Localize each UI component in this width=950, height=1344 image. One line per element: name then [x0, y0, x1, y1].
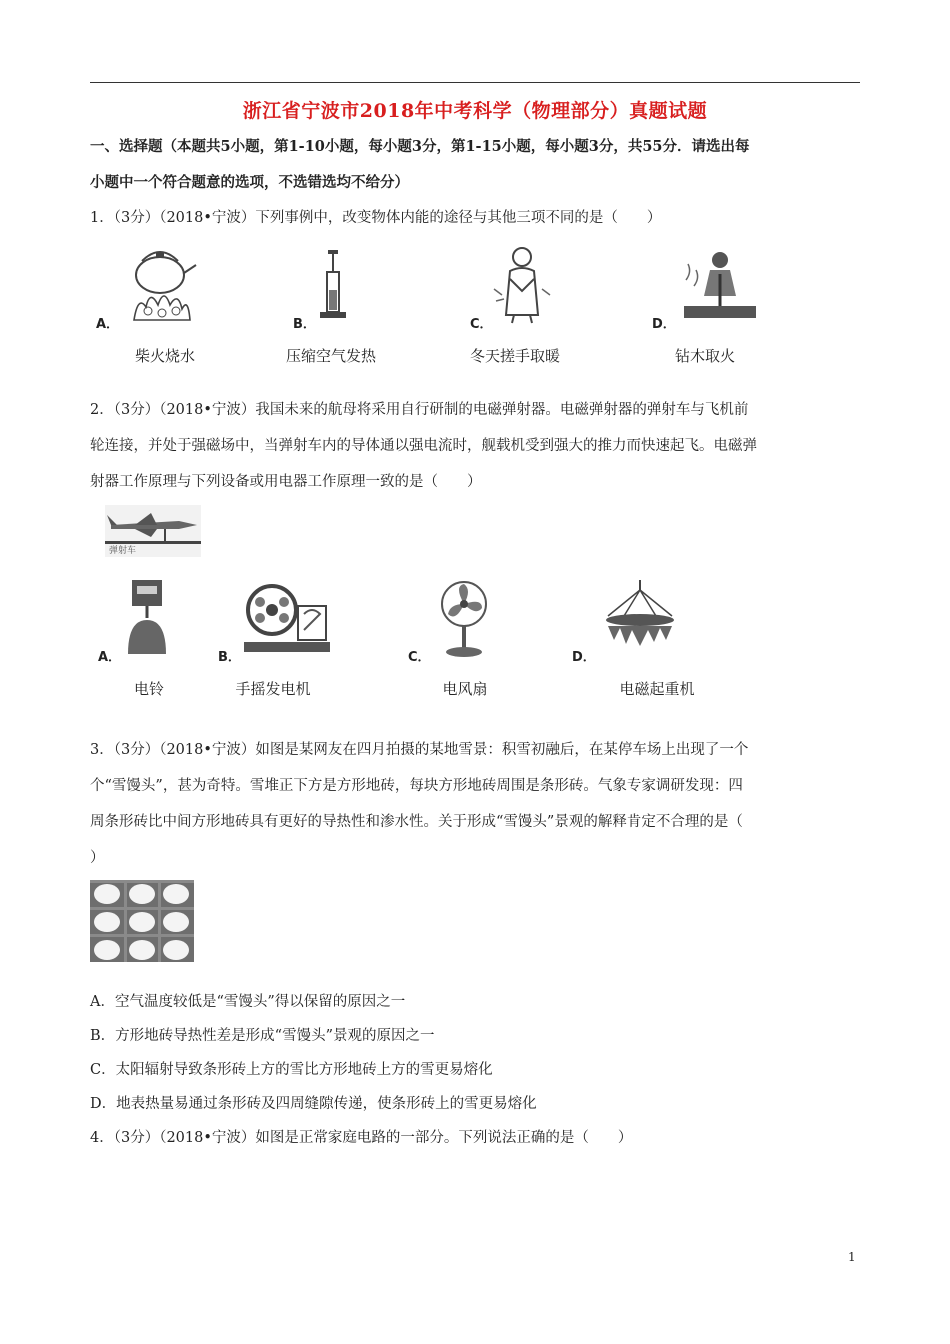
rubbing-hands-image: [492, 245, 552, 325]
q2-option-d-letter: D．: [572, 650, 596, 665]
q1-option-a-caption: 柴火烧水: [134, 347, 195, 365]
electric-bell-image: [122, 580, 172, 660]
q3-line1: 3．（3分）（2018•宁波）如图是某网友在四月拍摄的某地雪景：积雪初融后，在某停车场上出现了一个: [90, 742, 749, 758]
q3-line2: 个“雪馒头”，甚为奇特。雪堆正下方是方形地砖，每块方形地砖周围是条形砖。气象专家调研发现：四: [90, 778, 743, 794]
q1-option-c-letter: C．: [470, 317, 493, 332]
magnetic-crane-image: [600, 580, 680, 660]
hand-generator-image: [240, 580, 332, 660]
q2-option-c-letter: C．: [408, 650, 431, 665]
q2-line1: 2．（3分）（2018•宁波）我国未来的航母将采用自行研制的电磁弹射器。电磁弹射器的弹射车与飞机前: [90, 402, 749, 418]
page-title: 浙江省宁波市2018年中考科学（物理部分）真题试题: [242, 100, 708, 122]
q2-options: [90, 580, 860, 710]
q2-option-b-letter: B．: [218, 650, 241, 665]
q2-option-d-caption: 电磁起重机: [619, 680, 695, 698]
q3-option-a: A．空气温度较低是“雪馒头”得以保留的原因之一: [90, 994, 406, 1010]
q3-option-b: B．方形地砖导热性差是形成“雪馒头”景观的原因之一: [90, 1028, 435, 1044]
catapult-plane-figure: [105, 505, 201, 557]
air-pump-image: [318, 250, 348, 325]
q2-option-a-caption: 电铃: [133, 680, 164, 698]
q1-option-a-letter: A．: [96, 317, 120, 332]
q2-line3: 射器工作原理与下列设备或用电器工作原理一致的是（ ）: [90, 474, 482, 490]
header-rule: [90, 82, 860, 83]
q2-option-b-caption: 手摇发电机: [235, 680, 311, 698]
q1-option-b-caption: 压缩空气发热: [285, 347, 376, 365]
electric-fan-image: [436, 580, 492, 660]
q1-options: [90, 245, 860, 375]
q1-stem: 1．（3分）（2018•宁波）下列事例中，改变物体内能的途径与其他三项不同的是（ ）: [90, 210, 662, 226]
q3-line3: 周条形砖比中间方形地砖具有更好的导热性和渗水性。关于形成“雪馒头”景观的解释肯定不合理的是（: [90, 814, 743, 830]
q3-line4: ）: [90, 850, 105, 866]
q1-option-d-caption: 钻木取火: [674, 347, 735, 365]
section-heading-line2: 小题中一个符合题意的选项，不选错选均不给分）: [90, 174, 409, 191]
catapult-label: 弹射车: [109, 546, 137, 556]
kettle-fire-image: [120, 245, 200, 325]
section-heading-line1: 一、选择题（本题共5小题，第1-10小题，每小题3分，第1-15小题，每小题3分，共55分．请选出每: [90, 138, 750, 155]
q2-line2: 轮连接，并处于强磁场中，当弹射车内的导体通以强电流时，舰载机受到强大的推力而快速起飞。电磁弹: [90, 438, 757, 454]
snow-buns-photo: [90, 880, 194, 962]
drilling-wood-image: [680, 250, 760, 322]
q1-option-d-letter: D．: [652, 317, 676, 332]
q3-option-c: C．太阳辐射导致条形砖上方的雪比方形地砖上方的雪更易熔化: [90, 1062, 493, 1078]
q1-option-c-caption: 冬天搓手取暖: [469, 347, 560, 365]
q4-stem: 4．（3分）（2018•宁波）如图是正常家庭电路的一部分。下列说法正确的是（ ）: [90, 1130, 633, 1146]
q1-option-b-letter: B．: [293, 317, 316, 332]
q2-option-c-caption: 电风扇: [442, 680, 488, 698]
page-number: 1: [848, 1250, 856, 1264]
q2-option-a-letter: A．: [98, 650, 122, 665]
q3-option-d: D．地表热量易通过条形砖及四周缝隙传递，使条形砖上的雪更易熔化: [90, 1096, 537, 1112]
